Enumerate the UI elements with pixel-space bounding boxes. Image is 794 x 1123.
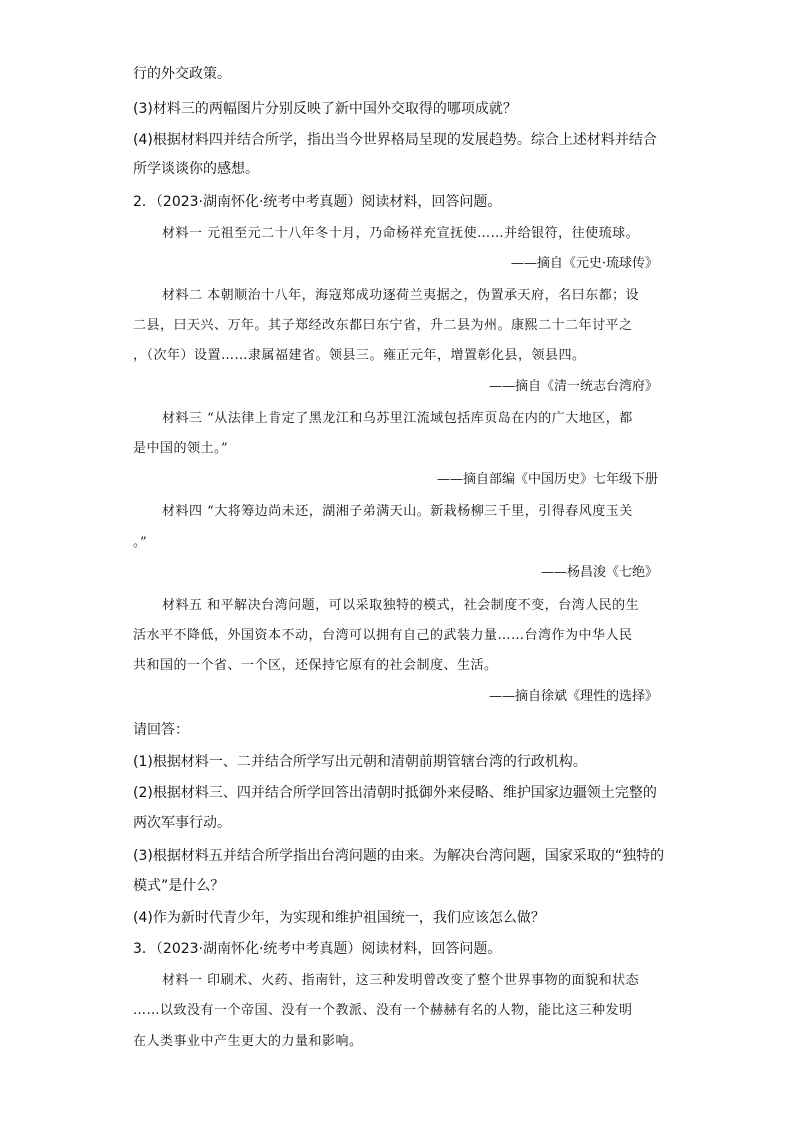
material-3: 材料三 “从法律上肯定了黑龙江和乌苏里江流域包括库页岛在内的广大地区，都 xyxy=(162,411,633,426)
question-2-heading: 2．（2023·湖南怀化·统考中考真题）阅读材料，回答问题。 xyxy=(133,194,502,210)
subquestion-4: (4)作为新时代青少年，为实现和维护祖国统一，我们应该怎么做？ xyxy=(133,910,545,926)
material-2-line: 二县，曰天兴、万年。其子郑经改东都曰东宁省，升二县为州。康熙二十二年讨平之 xyxy=(133,318,633,333)
material-2-source: ——摘自《清一统志台湾府》 xyxy=(488,379,658,394)
material-4-source: ——杨昌浚《七绝》 xyxy=(540,565,658,580)
subquestion-2-line: 两次军事行动。 xyxy=(133,815,231,831)
material-1-source: ——摘自《元史·琉球传》 xyxy=(510,256,658,271)
subquestion-3-line: 模式”是什么？ xyxy=(133,878,225,894)
material-3-source: ——摘自部编《中国历史》七年级下册 xyxy=(436,472,658,487)
subquestion-1: (1)根据材料一、二并结合所学写出元朝和清朝前期管辖台湾的行政机构。 xyxy=(133,754,587,770)
question-3-heading: 3．（2023·湖南怀化·统考中考真题）阅读材料，回答问题。 xyxy=(133,941,502,957)
q3-material-1: 材料一 印刷术、火药、指南针，这三种发明曾改变了整个世界事物的面貌和状态 xyxy=(162,973,640,988)
material-1: 材料一 元祖至元二十八年冬十月，乃命杨祥充宣抚使……并给银符，往使琉球。 xyxy=(162,226,640,241)
material-2: 材料二 本朝顺治十八年，海寇郑成功逐荷兰夷据之，伪置承天府，名曰东都；设 xyxy=(162,288,640,303)
material-3-line: 是中国的领土。” xyxy=(133,441,229,456)
material-2-line: ，（次年）设置……隶属福建省。领县三。雍正元年，增置彰化县，领县四。 xyxy=(133,348,586,363)
answer-prompt: 请回答： xyxy=(133,722,189,738)
material-4: 材料四 “大将筹边尚未还，湖湘子弟满天山。新栽杨柳三千里，引得春风度玉关 xyxy=(162,504,633,519)
text-line: 所学谈谈你的感想。 xyxy=(133,161,259,177)
material-5-line: 共和国的一个省、一个区，还保持它原有的社会制度、生活。 xyxy=(133,658,498,673)
text-line: 行的外交政策。 xyxy=(133,66,231,82)
material-5-source: ——摘自徐斌《理性的选择》 xyxy=(488,689,658,704)
material-5-line: 活水平不降低，外国资本不动，台湾可以拥有自己的武装力量……台湾作为中华人民 xyxy=(133,628,633,643)
q3-material-1-line: 在人类事业中产生更大的力量和影响。 xyxy=(133,1034,363,1049)
subquestion-2: (2)根据材料三、四并结合所学回答出清朝时抵御外来侵略、维护国家边疆领土完整的 xyxy=(133,785,657,801)
q3-material-1-line: ……以致没有一个帝国、没有一个教派、没有一个赫赫有名的人物，能比这三种发明 xyxy=(133,1003,633,1018)
material-5: 材料五 和平解决台湾问题，可以采取独特的模式，社会制度不变，台湾人民的生 xyxy=(162,598,640,613)
subquestion-3: (3)根据材料五并结合所学指出台湾问题的由来。为解决台湾问题，国家采取的“独特的 xyxy=(133,848,665,864)
question-3-prev: (3)材料三的两幅图片分别反映了新中国外交取得的哪项成就？ xyxy=(133,101,517,117)
material-4-line: 。” xyxy=(133,535,148,550)
question-4-prev: (4)根据材料四并结合所学，指出当今世界格局呈现的发展趋势。综合上述材料并结合 xyxy=(133,132,657,148)
